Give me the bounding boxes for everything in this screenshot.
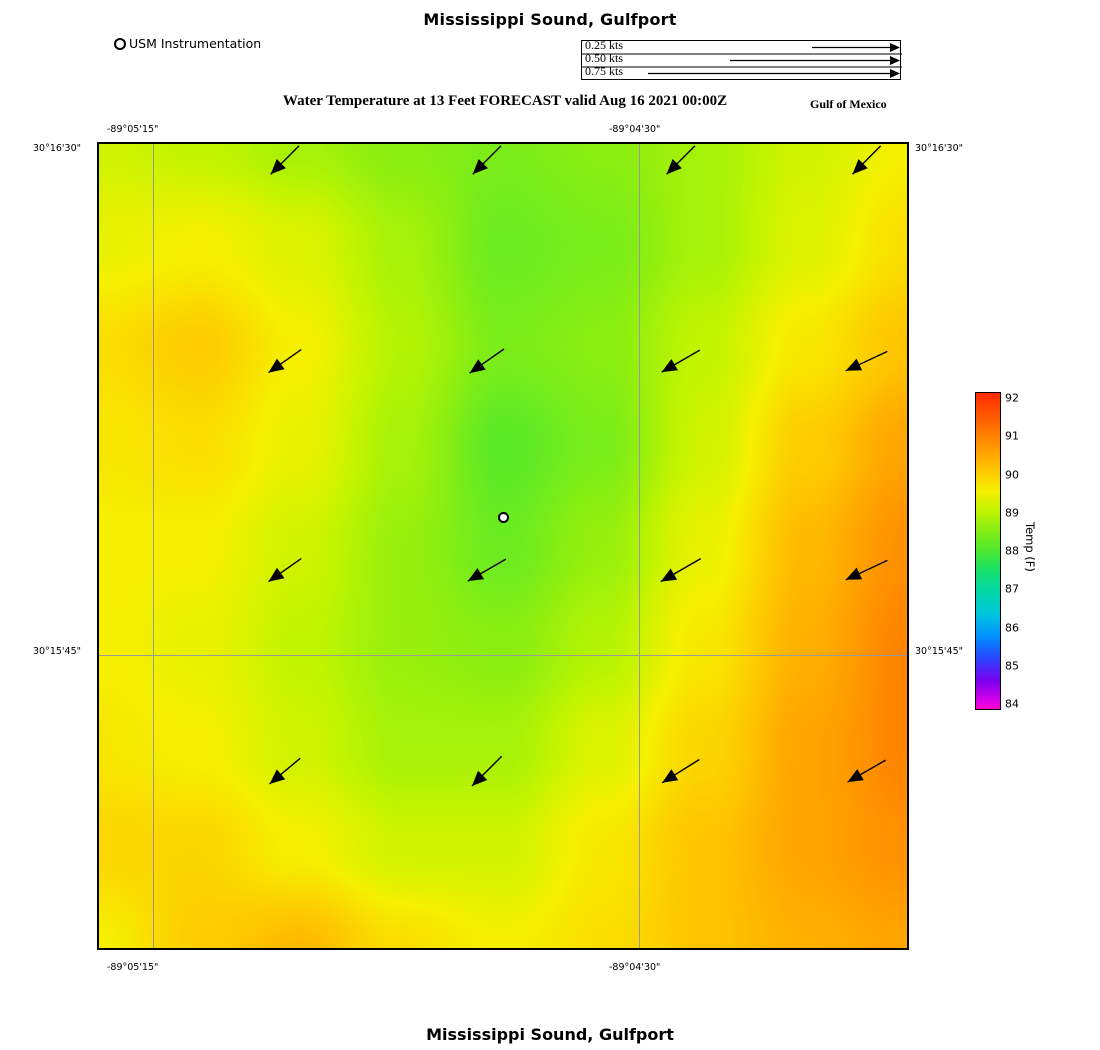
current-vector-arrow-0 <box>271 146 299 174</box>
axis-label-bottom-lon-1: -89°04'30" <box>609 962 661 973</box>
axis-label-top-lon-1: -89°04'30" <box>609 124 661 135</box>
gridline-horizontal-0 <box>99 655 907 656</box>
instrumentation-legend <box>114 36 261 51</box>
vector-scale-label-2: 0.75 kts <box>585 64 624 78</box>
colorbar-tick-89: 89 <box>1005 506 1019 520</box>
vector-scale-label-1: 0.50 kts <box>585 51 624 65</box>
current-vector-arrow-5 <box>470 349 504 373</box>
current-vectors-overlay <box>99 144 907 948</box>
usm-station-marker[interactable] <box>498 512 509 523</box>
axis-label-left-lat-1: 30°15'45" <box>33 646 81 657</box>
axis-label-bottom-lon-0: -89°05'15" <box>107 962 159 973</box>
gridline-vertical-0 <box>153 144 154 948</box>
map-plot-area[interactable] <box>97 142 909 950</box>
current-vector-arrow-11 <box>846 560 888 579</box>
current-vector-arrow-12 <box>270 758 301 784</box>
current-vector-arrow-10 <box>661 559 701 582</box>
vector-scale-label-0: 0.25 kts <box>585 38 624 52</box>
station-ring-icon <box>114 38 126 50</box>
current-vector-arrow-1 <box>473 146 501 174</box>
current-vector-scale-legend <box>581 40 901 80</box>
colorbar-tick-87: 87 <box>1005 582 1019 596</box>
current-vector-arrow-13 <box>472 756 502 786</box>
axis-label-right-lat-0: 30°16'30" <box>915 143 963 154</box>
current-vector-arrow-4 <box>269 350 302 373</box>
colorbar-tick-90: 90 <box>1005 468 1019 481</box>
colorbar-tick-84: 84 <box>1005 697 1019 711</box>
colorbar-tick-91: 91 <box>1005 429 1019 443</box>
gridline-vertical-1 <box>639 144 640 948</box>
current-vector-arrow-9 <box>468 559 506 581</box>
colorbar-tick-88: 88 <box>1005 544 1019 558</box>
instrumentation-legend-label: USM Instrumentation <box>129 36 262 51</box>
axis-label-top-lon-0: -89°05'15" <box>107 124 159 135</box>
current-vector-arrow-3 <box>853 146 881 174</box>
colorbar-tick-86: 86 <box>1005 621 1019 634</box>
region-label: Gulf of Mexico <box>810 97 887 111</box>
axis-label-left-lat-0: 30°16'30" <box>33 143 81 154</box>
footer-title: Mississippi Sound, Gulfport <box>426 1025 674 1044</box>
colorbar-tick-92: 92 <box>1005 391 1019 405</box>
colorbar-tick-85: 85 <box>1005 659 1019 673</box>
axis-label-right-lat-1: 30°15'45" <box>915 646 963 657</box>
current-vector-arrow-2 <box>667 146 695 174</box>
current-vector-arrow-6 <box>662 350 700 372</box>
map-subtitle: Water Temperature at 13 Feet FORECAST valid Aug 16 2021 00:00Z <box>282 93 728 109</box>
current-vector-arrow-14 <box>662 760 699 783</box>
colorbar-gradient <box>975 392 1001 710</box>
colorbar-title: Temp (F) <box>1023 522 1037 572</box>
current-vector-arrow-15 <box>848 760 886 782</box>
page-title: Mississippi Sound, Gulfport <box>423 10 677 29</box>
current-vector-arrow-7 <box>846 351 888 370</box>
current-vector-arrow-8 <box>269 559 302 582</box>
